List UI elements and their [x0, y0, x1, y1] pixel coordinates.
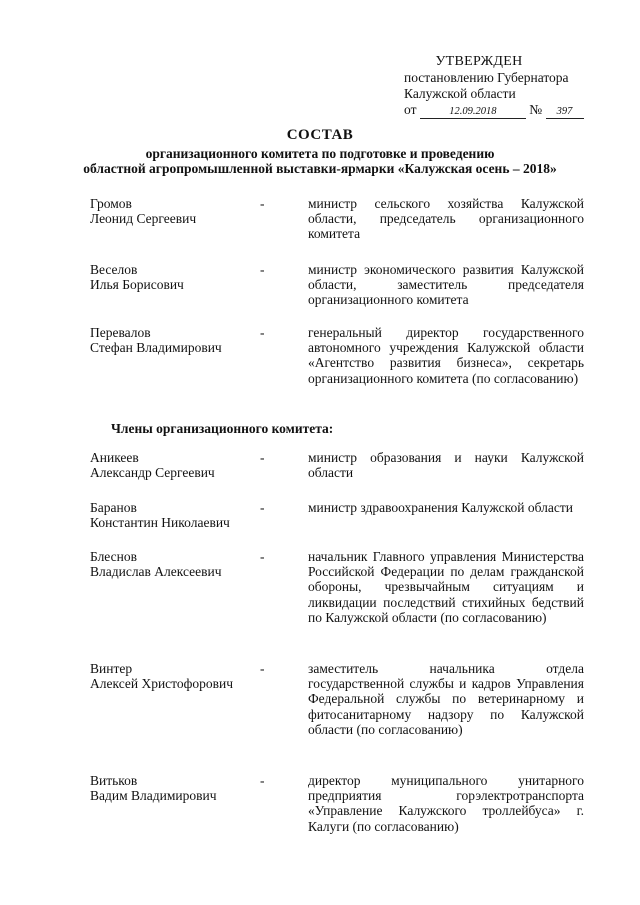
- last-name: Винтер: [90, 661, 133, 676]
- number-prefix: №: [529, 102, 543, 117]
- approval-line-2: Калужской области: [404, 86, 516, 101]
- dash: -: [260, 262, 265, 277]
- person-position: начальник Главного управления Министерства Российской Федерации по делам гражданской обороны, чрезвычайным ситуациям и ликвидации последствий стихийных бедствий по Калужской области (по согласованию): [308, 549, 584, 625]
- person-position: министр сельского хозяйства Калужской области, председатель организационного комитета: [308, 196, 584, 242]
- person-name: [90, 661, 250, 691]
- dash: -: [260, 549, 265, 564]
- person-name: [90, 773, 250, 803]
- heading-line-2: областной агропромышленной выставки-ярмарки «Калужская осень – 2018»: [83, 161, 557, 176]
- last-name: Витьков: [90, 773, 138, 788]
- approval-block: [404, 54, 604, 119]
- approval-date-line: [404, 102, 604, 119]
- person-position: заместитель начальника отдела государственной службы и кадров Управления Федеральной службы по ветеринарному и фитосанитарному надзору по Калужской области (по согласованию): [308, 661, 584, 737]
- last-name: Блеснов: [90, 549, 137, 564]
- person-position: министр здравоохранения Калужской области: [308, 500, 573, 515]
- last-name: Перевалов: [90, 325, 151, 340]
- last-name: Громов: [90, 196, 132, 211]
- person-position: министр экономического развития Калужской области, заместитель председателя организационного комитета: [308, 262, 584, 308]
- approval-title: УТВЕРЖДЕН: [435, 54, 523, 69]
- first-name: Леонид Сергеевич: [90, 211, 197, 227]
- heading-line-1: организационного комитета по подготовке и проведению: [145, 145, 495, 161]
- first-name: Владислав Алексеевич: [90, 564, 222, 580]
- date-prefix: от: [404, 102, 417, 117]
- document-title: СОСТАВ: [286, 127, 354, 143]
- person-position: министр образования и науки Калужской области: [308, 450, 584, 481]
- dash: -: [260, 500, 265, 515]
- dash: -: [260, 661, 265, 676]
- approval-number: 397: [546, 105, 584, 119]
- approval-date: 12.09.2018: [420, 105, 526, 119]
- members-heading: Члены организационного комитета:: [111, 421, 334, 436]
- last-name: Баранов: [90, 500, 137, 515]
- person-name: [90, 262, 250, 292]
- person-name: [90, 549, 250, 579]
- person-name: [90, 325, 250, 355]
- person-position: генеральный директор государственного автономного учреждения Калужской области «Агентство развития бизнеса», секретарь организационного комитета (по согласованию): [308, 325, 584, 386]
- approval-line-1: постановлению Губернатора: [404, 70, 569, 85]
- first-name: Илья Борисович: [90, 277, 184, 293]
- first-name: Александр Сергеевич: [90, 465, 215, 481]
- dash: -: [260, 196, 265, 211]
- last-name: Аникеев: [90, 450, 139, 465]
- person-position: директор муниципального унитарного предприятия горэлектротранспорта «Управление Калужского троллейбуса» г. Калуги (по согласованию): [308, 773, 584, 834]
- dash: -: [260, 325, 265, 340]
- person-name: [90, 500, 250, 530]
- first-name: Константин Николаевич: [90, 515, 230, 531]
- dash: -: [260, 773, 265, 788]
- last-name: Веселов: [90, 262, 138, 277]
- first-name: Алексей Христофорович: [90, 676, 234, 692]
- person-name: [90, 196, 250, 226]
- first-name: Стефан Владимирович: [90, 340, 222, 356]
- first-name: Вадим Владимирович: [90, 788, 217, 804]
- document-heading: [60, 128, 580, 177]
- dash: -: [260, 450, 265, 465]
- person-name: [90, 450, 250, 480]
